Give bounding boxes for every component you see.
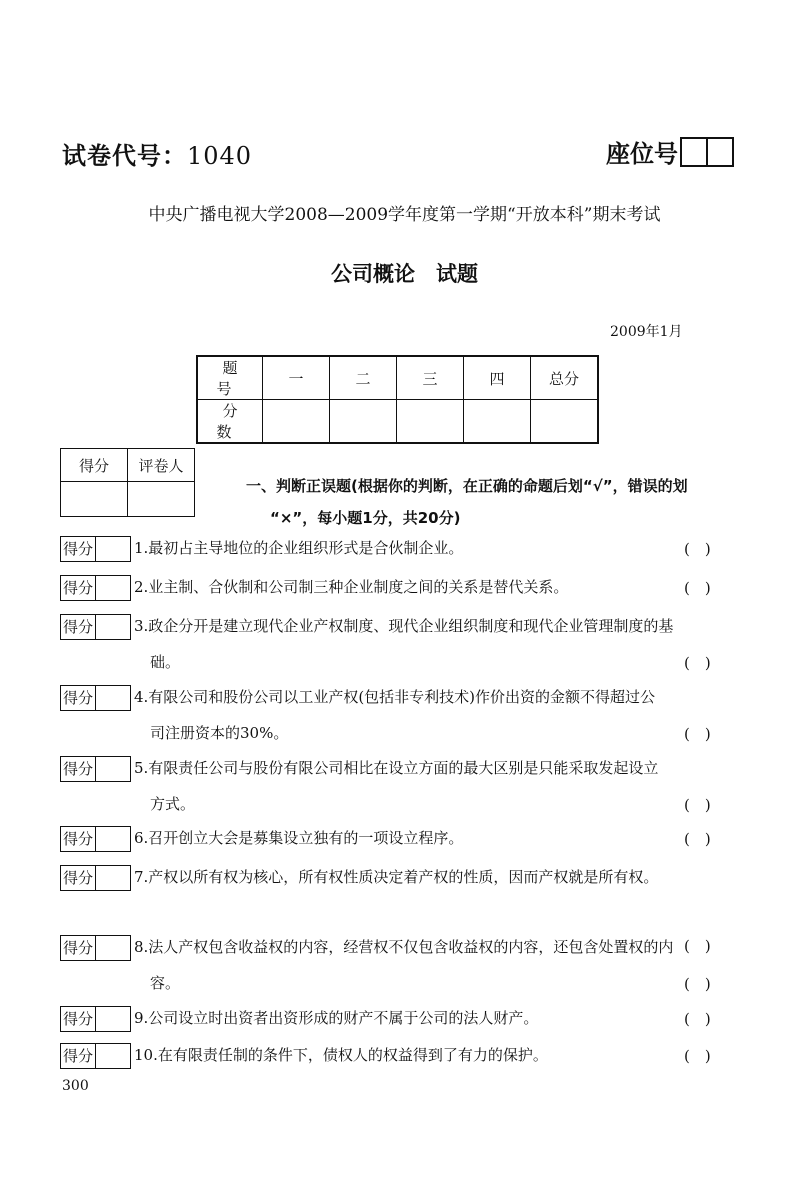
exam-title: 中央广播电视大学2008—2009学年度第一学期“开放本科”期末考试 <box>148 205 661 225</box>
question-line-continued: 础。 <box>150 653 181 671</box>
question-line: 7.产权以所有权为核心，所有权性质决定着产权的性质，因而产权就是所有权。 <box>134 868 659 886</box>
question-line: 10.在有限责任制的条件下，债权人的权益得到了有力的保护。 <box>134 1046 548 1064</box>
answer-parentheses[interactable]: ( ) <box>684 540 711 558</box>
question-text <box>134 1000 734 1036</box>
score-table-header-row <box>197 356 598 400</box>
answer-parentheses[interactable]: ( ) <box>684 579 711 597</box>
grader-score-cell <box>61 482 128 517</box>
question-score-box <box>60 935 131 961</box>
question-text <box>134 750 734 822</box>
question-score-label: 得分 <box>61 576 96 600</box>
question-score-box <box>60 536 131 562</box>
question-line: 1.最初占主导地位的企业组织形式是合伙制企业。 <box>134 539 464 557</box>
section-heading <box>246 470 736 534</box>
seat-boxes <box>680 137 734 167</box>
question-text <box>134 530 734 566</box>
seat-number <box>606 134 734 169</box>
question-line-continued: 方式。 <box>150 795 196 813</box>
answer-parentheses[interactable]: ( ) <box>684 725 711 743</box>
answer-parentheses[interactable]: ( ) <box>684 937 711 955</box>
question-score-box <box>60 1006 131 1032</box>
score-table-col: 三 <box>397 356 464 400</box>
question-score-label: 得分 <box>61 1007 96 1031</box>
paper-code <box>62 136 252 171</box>
question-text <box>134 569 734 605</box>
question-score-blank <box>96 936 130 960</box>
answer-parentheses[interactable]: ( ) <box>684 1010 711 1028</box>
question-score-box <box>60 1043 131 1069</box>
question-score-blank <box>96 686 130 710</box>
question-score-blank <box>96 827 130 851</box>
question-score-blank <box>96 576 130 600</box>
question-score-blank <box>96 1007 130 1031</box>
score-cell <box>464 400 531 444</box>
question-score-box <box>60 614 131 640</box>
score-cell <box>263 400 330 444</box>
question-score-label: 得分 <box>61 757 96 781</box>
question-score-box <box>60 756 131 782</box>
question-score-label: 得分 <box>61 827 96 851</box>
score-table-row-label: 题号 <box>197 356 263 400</box>
question-text <box>134 1037 734 1073</box>
question-score-blank <box>96 615 130 639</box>
score-cell <box>397 400 464 444</box>
question-score-blank <box>96 866 130 890</box>
grader-table <box>60 448 195 517</box>
question-score-label: 得分 <box>61 686 96 710</box>
answer-parentheses[interactable]: ( ) <box>684 1047 711 1065</box>
seat-box <box>706 139 732 165</box>
score-table-score-row <box>197 400 598 444</box>
score-table-col: 一 <box>263 356 330 400</box>
answer-parentheses[interactable]: ( ) <box>684 830 711 848</box>
paper-code-label: 试卷代号： <box>62 142 187 170</box>
question-score-label: 得分 <box>61 537 96 561</box>
question-line: 4.有限公司和股份公司以工业产权(包括非专利技术)作价出资的金额不得超过公 <box>134 688 656 706</box>
question-text <box>134 679 734 751</box>
score-table-col: 二 <box>330 356 397 400</box>
question-score-box <box>60 685 131 711</box>
grader-label: 评卷人 <box>128 449 195 482</box>
exam-date: 2009年1月 <box>610 324 683 340</box>
section-heading-line2: “×”，每小题1分，共20分) <box>270 509 461 527</box>
question-line: 8.法人产权包含收益权的内容，经营权不仅包含收益权的内容，还包含处置权的内 <box>134 938 674 956</box>
grader-score-label: 得分 <box>61 449 128 482</box>
question-score-box <box>60 865 131 891</box>
question-score-box <box>60 575 131 601</box>
question-score-box <box>60 826 131 852</box>
question-line: 6.召开创立大会是募集设立独有的一项设立程序。 <box>134 829 464 847</box>
question-line: 5.有限责任公司与股份有限公司相比在设立方面的最大区别是只能采取发起设立 <box>134 759 659 777</box>
answer-parentheses[interactable]: ( ) <box>684 796 711 814</box>
question-line-continued: 司注册资本的30%。 <box>150 724 289 742</box>
score-table <box>196 355 599 444</box>
subject-title: 公司概论 试题 <box>331 262 478 286</box>
question-text <box>134 820 734 856</box>
answer-parentheses[interactable]: ( ) <box>684 975 711 993</box>
question-score-label: 得分 <box>61 615 96 639</box>
seat-label: 座位号 <box>606 140 678 168</box>
paper-code-number: 1040 <box>187 142 253 170</box>
score-table-col: 总分 <box>531 356 599 400</box>
question-score-label: 得分 <box>61 1044 96 1068</box>
question-line-continued: 容。 <box>150 974 181 992</box>
question-score-label: 得分 <box>61 936 96 960</box>
question-score-blank <box>96 537 130 561</box>
question-score-blank <box>96 1044 130 1068</box>
section-heading-line1: 一、判断正误题(根据你的判断，在正确的命题后划“√”，错误的划 <box>246 477 688 495</box>
question-score-label: 得分 <box>61 866 96 890</box>
score-cell <box>330 400 397 444</box>
question-text <box>134 929 734 1001</box>
question-text <box>134 608 734 680</box>
seat-box <box>682 139 706 165</box>
question-line: 9.公司设立时出资者出资形成的财产不属于公司的法人财产。 <box>134 1009 539 1027</box>
score-table-row-label: 分数 <box>197 400 263 444</box>
question-score-blank <box>96 757 130 781</box>
page-number: 300 <box>62 1078 89 1094</box>
question-line: 3.政企分开是建立现代企业产权制度、现代企业组织制度和现代企业管理制度的基 <box>134 617 674 635</box>
question-text <box>134 859 734 895</box>
score-cell <box>531 400 599 444</box>
answer-parentheses[interactable]: ( ) <box>684 654 711 672</box>
score-table-col: 四 <box>464 356 531 400</box>
grader-name-cell <box>128 482 195 517</box>
question-line: 2.业主制、合伙制和公司制三种企业制度之间的关系是替代关系。 <box>134 578 569 596</box>
